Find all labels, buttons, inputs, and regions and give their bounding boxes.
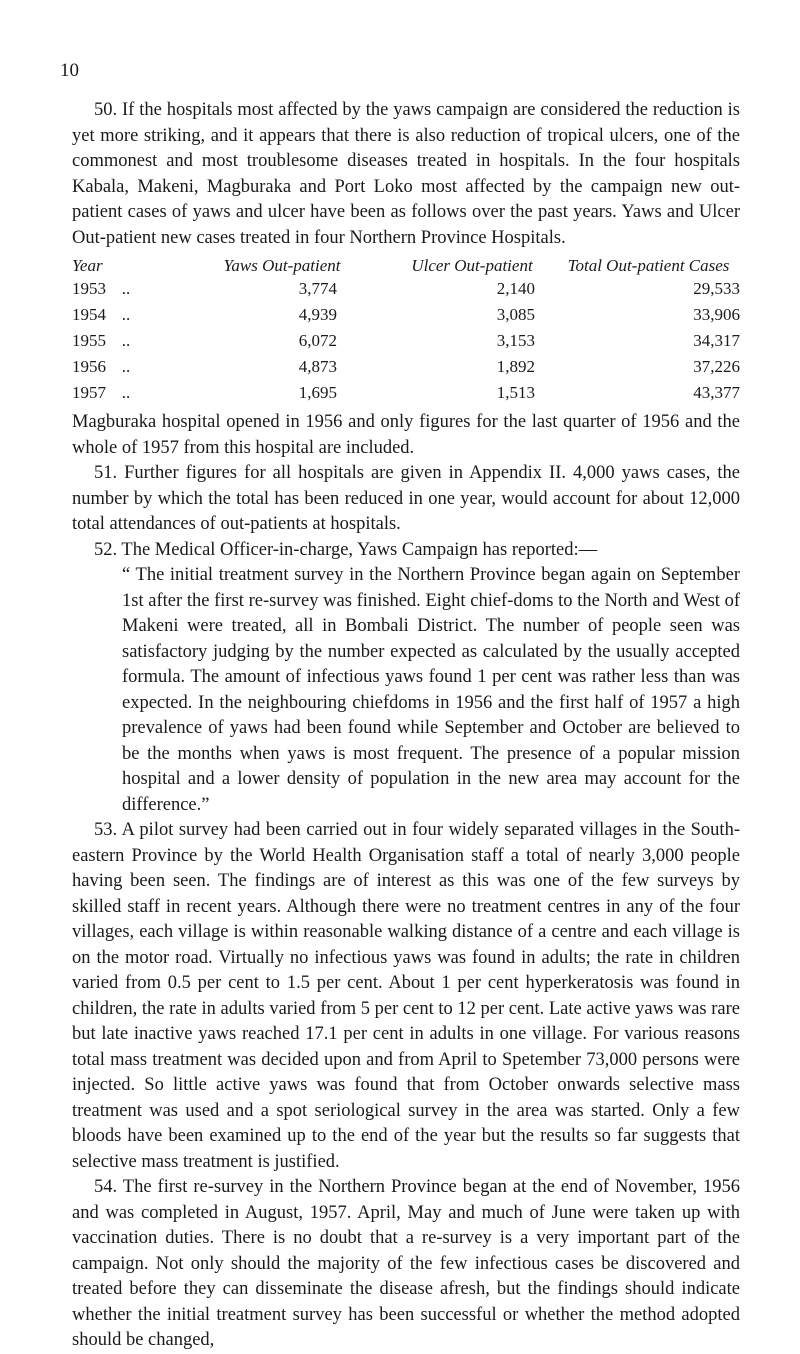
leader-dots: ..: [121, 279, 131, 298]
cell-year: 1957 ..: [72, 380, 177, 406]
page-number: 10: [60, 60, 79, 81]
cell-year: 1955 ..: [72, 328, 177, 354]
cell-ulcer: 2,140: [496, 279, 535, 298]
quoted-report: “ The initial treatment survey in the Northern Province began again on September 1st after the first re-survey was finished. Eight chief-doms to the North and West of Makeni were treated, all in Bombali District. The number of people seen was satisfactory judging by the number expected as calculated by the usually accepted formula. The amount of infectious yaws found 1 per cent was rather less than was expected. In the neighbouring chiefdoms in 1956 and the first half of 1957 a high prevalence of yaws had been found while September and October are believed to be the months when yaws is most frequent. The presence of a popular mission hospital and a lower density of population in the new area may account for the difference.”: [122, 565, 740, 815]
cell-ulcer: 1,892: [496, 357, 535, 376]
cell-ulcer: 3,153: [496, 331, 535, 350]
paragraph-53: 53. A pilot survey had been carried out in four widely separated villages in the South-eastern Province by the World Health Organisation staff a total of nearly 3,000 people having been seen. The findings are of interest as this was one of the few surveys by skilled staff in recent years. Although there were no treatment centres in any of the four villages, each village is within reasonable walking distance of a centre and each village is on the motor road. Virtually no infectious yaws was found in adults; the rate in children varied from 0.5 per cent to 1.5 per cent. About 1 per cent hyperkeratosis was found in children, the rate in adults varied from 5 per cent to 12 per cent. Late active yaws was rare but late inactive yaws reached 17.1 per cent in adults in one village. For various reasons total mass treatment was decided upon and from April to Spetember 73,000 persons were injected. So little active yaws was found that from October onwards selective mass treatment was used and a spot seriological survey in the area was started. Only a few bloods have been examined up to the end of the year but the results so far suggests that selective mass treatment is justified.: [72, 820, 740, 1172]
paragraph-51: 51. Further figures for all hospitals are given in Appendix II. 4,000 yaws cases, the number by which the total has been reduced in one year, would account for about 12,000 total attendances of out-patients at hospitals.: [72, 463, 740, 534]
table-header: [72, 255, 740, 276]
cell-ulcer: 3,085: [496, 305, 535, 324]
cell-yaws: 3,774: [298, 279, 337, 298]
table-row: [72, 276, 740, 302]
cell-total: 29,533: [693, 279, 740, 298]
cell-yaws: 4,939: [298, 305, 337, 324]
cell-total: 34,317: [693, 331, 740, 350]
table-row: [72, 328, 740, 354]
cell-year: 1954 ..: [72, 302, 177, 328]
cell-total: 33,906: [693, 305, 740, 324]
yaws-ulcer-table: [72, 255, 740, 406]
leader-dots: ..: [121, 305, 131, 324]
header-total: Total Out-patient Cases: [567, 256, 730, 275]
paragraph-magburaka-note: Magburaka hospital opened in 1956 and only figures for the last quarter of 1956 and the whole of 1957 from this hospital are included.: [72, 412, 740, 458]
document-body: [72, 98, 740, 1354]
header-yaws: Yaws Out-patient: [223, 256, 341, 275]
table-row: [72, 354, 740, 380]
paragraph-54: 54. The first re-survey in the Northern Province began at the end of November, 1956 and was completed in August, 1957. April, May and much of June were taken up with vaccination duties. There is no doubt that a re-survey is a very important part of the campaign. Not only should the majority of the few infectious cases be discovered and treated before they can disseminate the disease afresh, but the findings should indicate whether the initial treatment survey has been successful or whether the method adopted should be changed,: [72, 1177, 740, 1350]
header-ulcer: Ulcer Out-patient: [411, 256, 533, 275]
cell-ulcer: 1,513: [496, 383, 535, 402]
cell-total: 43,377: [693, 383, 740, 402]
cell-year: 1956 ..: [72, 354, 177, 380]
header-year: Year: [72, 256, 103, 275]
paragraph-52: 52. The Medical Officer-in-charge, Yaws Campaign has reported:—: [94, 539, 598, 560]
cell-total: 37,226: [693, 357, 740, 376]
leader-dots: ..: [121, 383, 131, 402]
cell-yaws: 1,695: [298, 383, 337, 402]
table-row: [72, 380, 740, 406]
cell-yaws: 4,873: [298, 357, 337, 376]
cell-year: 1953 ..: [72, 276, 177, 302]
cell-yaws: 6,072: [298, 331, 337, 350]
leader-dots: ..: [121, 331, 131, 350]
leader-dots: ..: [121, 357, 131, 376]
paragraph-50: 50. If the hospitals most affected by the yaws campaign are considered the reduction is yet more striking, and it appears that there is also reduction of tropical ulcers, one of the commonest and most troublesome diseases treated in hospitals. In the four hospitals Kabala, Makeni, Magburaka and Port Loko most affected by the campaign new out-patient cases of yaws and ulcer have been as follows over the past years. Yaws and Ulcer Out-patient new cases treated in four Northern Province Hospitals.: [72, 100, 740, 248]
table-row: [72, 302, 740, 328]
